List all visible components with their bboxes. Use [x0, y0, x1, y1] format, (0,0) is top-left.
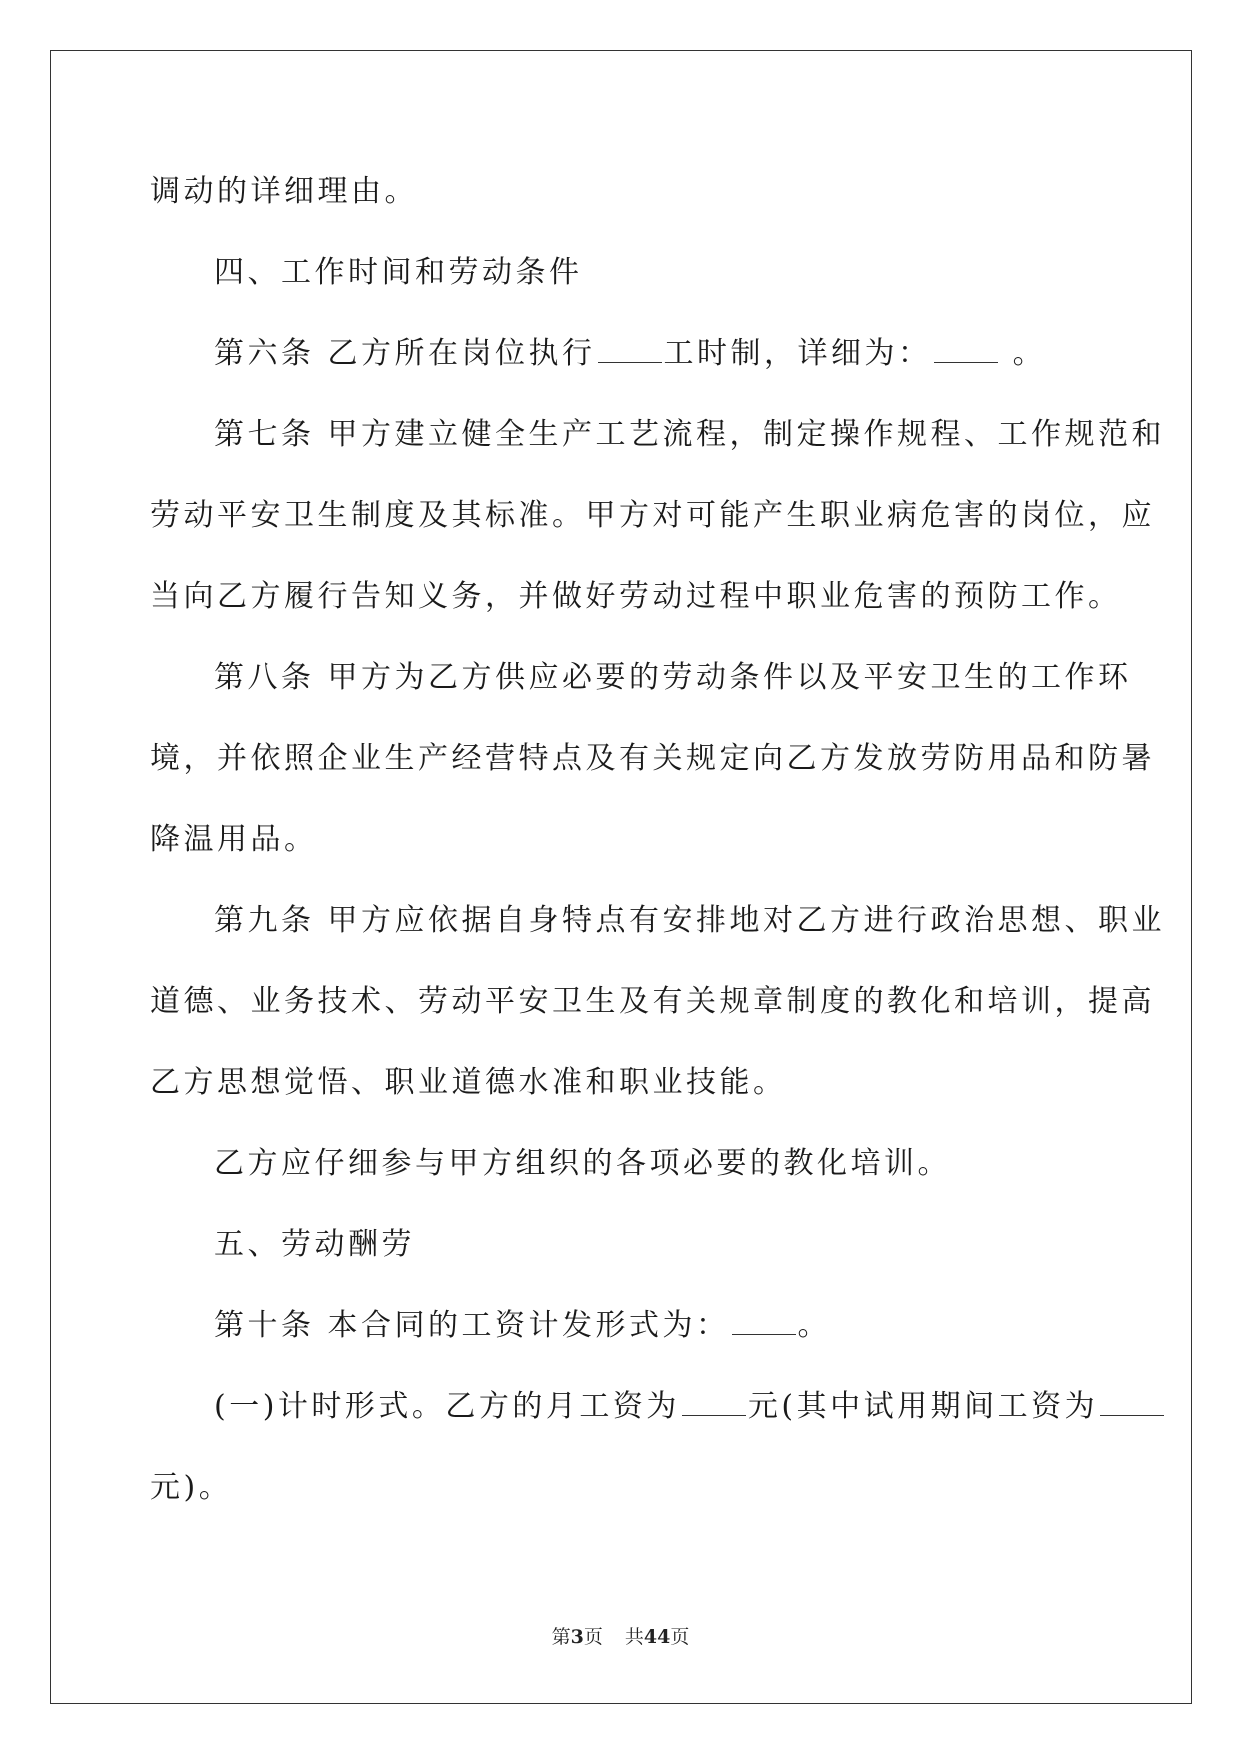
page-footer	[0, 1622, 1241, 1649]
article-9	[150, 893, 1166, 974]
total-pages: 44	[643, 1626, 671, 1648]
paragraph-line	[150, 569, 1122, 650]
line-text: 第六条 乙方所在岗位执行	[214, 336, 596, 371]
line-text: 元(其中试用期间工资为	[747, 1389, 1099, 1424]
paragraph-line	[150, 1460, 1090, 1541]
fill-in-blank	[1100, 1379, 1164, 1416]
paragraph-line	[150, 1136, 1090, 1217]
article-8	[150, 650, 1132, 731]
fill-in-blank	[934, 326, 998, 363]
line-text: 第七条 甲方建立健全生产工艺流程，制定操作规程、工作规范和	[214, 417, 1166, 452]
line-text: 调动的详细理由。	[150, 174, 418, 209]
paragraph-line	[150, 812, 1090, 893]
line-text: 乙方思想觉悟、职业道德水准和职业技能。	[150, 1065, 787, 1100]
section-heading-5	[150, 1217, 1090, 1298]
paragraph-line	[150, 488, 1155, 569]
line-text: 境，并依照企业生产经营特点及有关规定向乙方发放劳防用品和防暑	[150, 741, 1155, 776]
page-label-prefix: 第	[551, 1626, 571, 1648]
line-text: 元)。	[150, 1470, 233, 1505]
paragraph-line	[150, 1055, 1090, 1136]
line-text: 道德、业务技术、劳动平安卫生及有关规章制度的教化和培训，提高	[150, 984, 1155, 1019]
page-label-unit: 页	[583, 1626, 603, 1648]
line-text: (一)计时形式。乙方的月工资为	[214, 1389, 680, 1424]
total-label-prefix: 共	[624, 1626, 644, 1648]
article-10	[150, 1298, 1090, 1379]
line-text: 第十条 本合同的工资计发形式为：	[214, 1308, 730, 1343]
line-text: 当向乙方履行告知义务，并做好劳动过程中职业危害的预防工作。	[150, 579, 1122, 614]
page-number: 3	[570, 1626, 584, 1648]
document-body	[150, 164, 1166, 1541]
line-text: 乙方应仔细参与甲方组织的各项必要的教化培训。	[214, 1146, 951, 1181]
line-text: 劳动平安卫生制度及其标准。甲方对可能产生职业病危害的岗位，应	[150, 498, 1155, 533]
line-text: 工时制，详细为：	[663, 336, 932, 371]
paragraph-line	[150, 164, 1090, 245]
line-text: 。	[797, 1308, 832, 1343]
total-label-unit: 页	[670, 1626, 690, 1648]
section-heading-4	[150, 245, 1090, 326]
paragraph-line	[150, 974, 1155, 1055]
line-text: 第八条 甲方为乙方供应必要的劳动条件以及平安卫生的工作环	[214, 660, 1132, 695]
fill-in-blank	[732, 1298, 796, 1335]
line-text: 第九条 甲方应依据自身特点有安排地对乙方进行政治思想、职业	[214, 903, 1166, 938]
line-text: 。	[999, 336, 1047, 371]
article-6	[150, 326, 1090, 407]
article-7	[150, 407, 1166, 488]
fill-in-blank	[682, 1379, 746, 1416]
fill-in-blank	[598, 326, 662, 363]
line-text: 四、工作时间和劳动条件	[214, 255, 583, 290]
clause-1	[150, 1379, 1099, 1460]
line-text: 五、劳动酬劳	[214, 1227, 415, 1262]
line-text: 降温用品。	[150, 822, 318, 857]
paragraph-line	[150, 731, 1155, 812]
